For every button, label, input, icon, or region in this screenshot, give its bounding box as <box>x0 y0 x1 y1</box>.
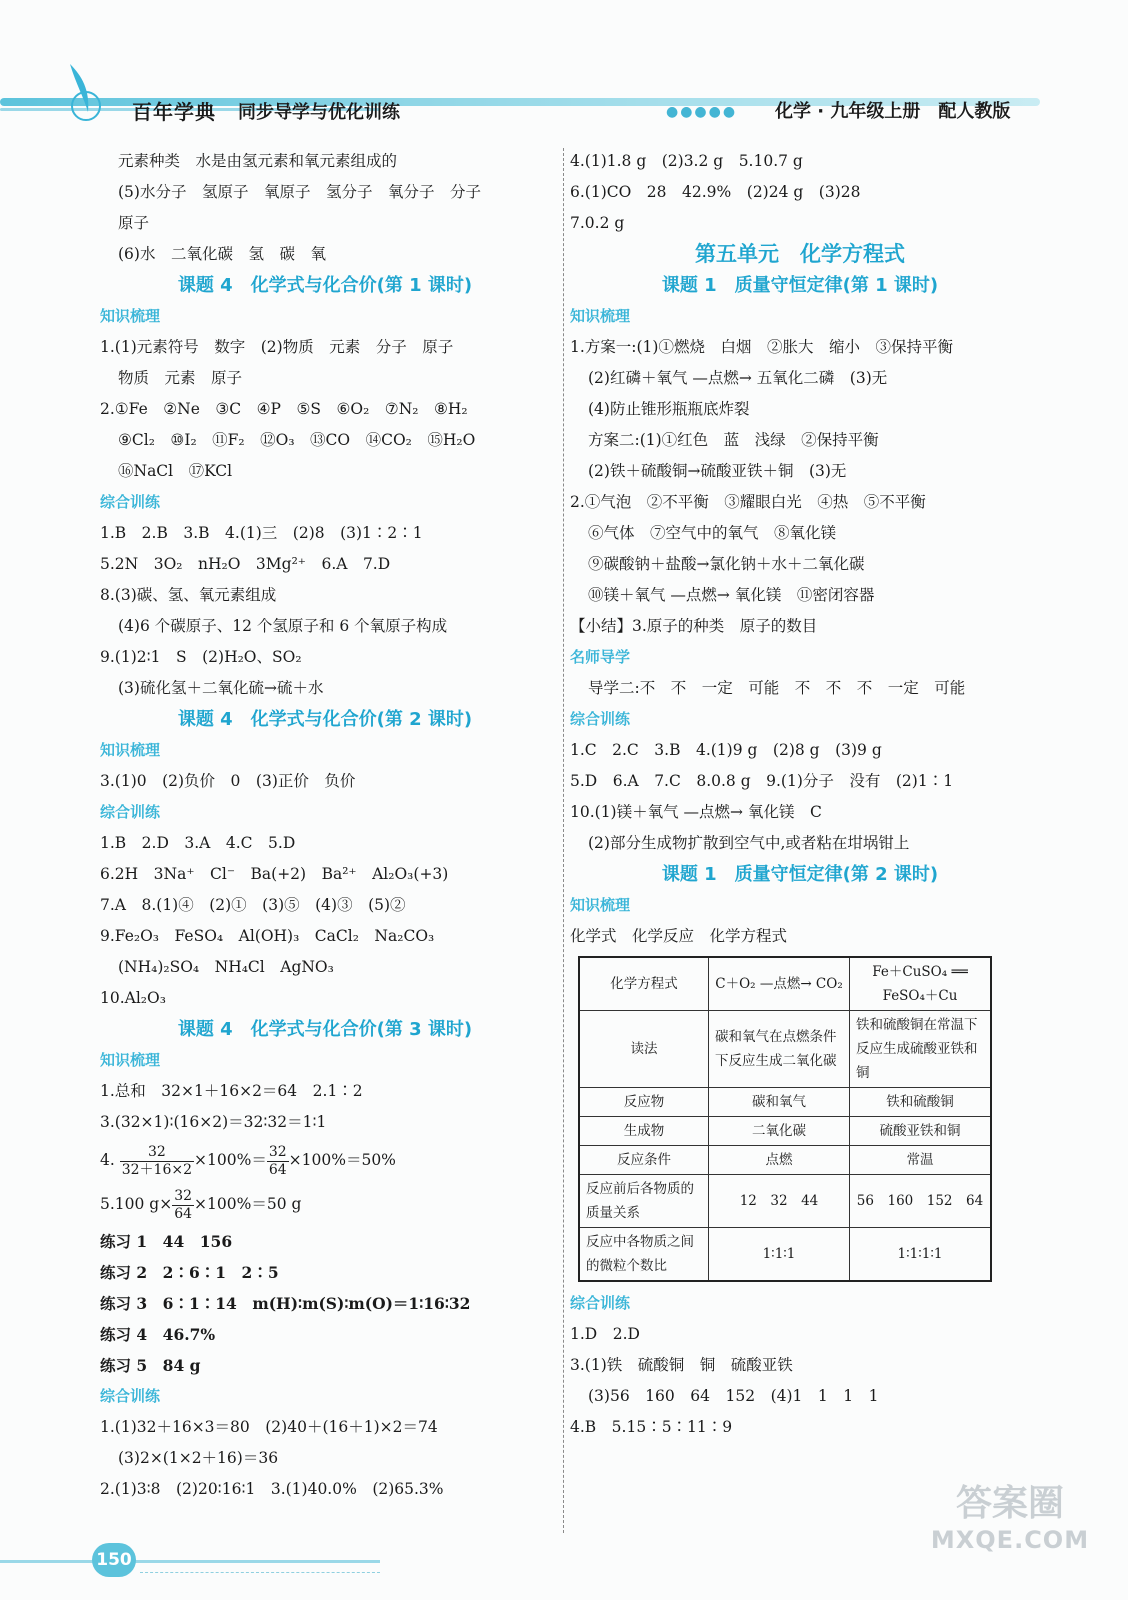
section-title: 课题 1 质量守恒定律(第 2 课时) <box>661 864 939 885</box>
text-line: 1.(1)32＋16×3＝80 (2)40＋(16＋1)×2＝74 <box>100 1418 438 1436</box>
text-line: 导学二:不 不 一定 可能 不 不 不 一定 可能 <box>588 679 966 697</box>
text-line: 6.(1)CO 28 42.9% (2)24 g (3)28 <box>570 183 861 201</box>
text-line: 6.2H 3Na⁺ Cl⁻ Ba(+2) Ba²⁺ Al₂O₃(+3) <box>100 865 449 883</box>
practice-line: 练习 5 84 g <box>100 1356 201 1375</box>
denominator: 64 <box>174 1205 193 1222</box>
subsection-label: 综合训练 <box>570 1294 631 1312</box>
subsection-label: 知识梳理 <box>570 896 631 914</box>
left-column <box>100 146 550 1505</box>
table-cell: 碳和氧气 <box>709 1088 850 1117</box>
subsection-label: 综合训练 <box>570 710 631 728</box>
table-cell: C＋O₂ —点燃→ CO₂ <box>709 957 850 1011</box>
text-line: 化学式 化学反应 化学方程式 <box>570 927 788 945</box>
text-line: (5)水分子 氢原子 氧原子 氢分子 氧分子 分子 <box>118 183 481 201</box>
watermark-url: MXQE.COM <box>930 1526 1090 1554</box>
text-line: 7.0.2 g <box>570 214 625 232</box>
table-cell: 反应物 <box>579 1088 709 1117</box>
text-line: 4.B 5.15∶5∶11∶9 <box>570 1418 733 1436</box>
text-line: (6)水 二氧化碳 氢 碳 氧 <box>118 245 326 263</box>
table-row <box>579 1088 991 1117</box>
equation-table <box>578 956 992 1282</box>
denominator: 32＋16×2 <box>121 1161 193 1178</box>
table-cell: 反应前后各物质的质量关系 <box>579 1175 709 1228</box>
brand-title: 百年学典 <box>132 100 216 124</box>
table-row <box>579 1228 991 1282</box>
text-line: (2)部分生成物扩散到空气中,或者粘在坩埚钳上 <box>588 834 910 852</box>
text-line: ⑩镁＋氧气 —点燃→ 氧化镁 ⑪密闭容器 <box>588 586 875 604</box>
text-line: 5.D 6.A 7.C 8.0.8 g 9.(1)分子 没有 (2)1∶1 <box>570 772 954 790</box>
text-line: 原子 <box>118 214 150 232</box>
text-line: 1.(1)元素符号 数字 (2)物质 元素 分子 原子 <box>100 338 454 356</box>
text-line: 2.(1)3∶8 (2)20∶16∶1 3.(1)40.0% (2)65.3% <box>100 1480 444 1498</box>
table-cell: 12 32 44 <box>709 1175 850 1228</box>
text-line: ⑥气体 ⑦空气中的氧气 ⑧氧化镁 <box>588 524 837 542</box>
book-subtitle: 同步导学与优化训练 <box>238 102 400 123</box>
practice-line: 练习 4 46.7% <box>100 1325 216 1344</box>
feather-logo-icon <box>62 62 114 122</box>
text-line: (NH₄)₂SO₄ NH₄Cl AgNO₃ <box>118 958 334 976</box>
text-line: 10.Al₂O₃ <box>100 989 166 1007</box>
subsection-label: 知识梳理 <box>100 1051 161 1069</box>
table-row <box>579 1117 991 1146</box>
text-line: 3.(1)铁 硫酸铜 铜 硫酸亚铁 <box>570 1356 793 1374</box>
watermark <box>930 1482 1090 1554</box>
formula-line <box>100 1182 550 1226</box>
text-line: 3.(1)0 (2)负价 0 (3)正价 负价 <box>100 772 356 790</box>
table-cell: 化学方程式 <box>579 957 709 1011</box>
text-line: (4)防止锥形瓶瓶底炸裂 <box>588 400 750 418</box>
text-line: 7.A 8.(1)④ (2)① (3)⑤ (4)③ (5)② <box>100 896 406 914</box>
subsection-label: 知识梳理 <box>570 307 631 325</box>
formula-prefix: 5.100 g× <box>100 1195 173 1213</box>
numerator: 32 <box>120 1144 194 1162</box>
numerator: 32 <box>268 1143 287 1160</box>
table-cell: 生成物 <box>579 1117 709 1146</box>
unit-title: 第五单元 化学方程式 <box>695 242 905 266</box>
subsection-label: 综合训练 <box>100 803 161 821</box>
text-line: (2)红磷＋氧气 —点燃→ 五氧化二磷 (3)无 <box>588 369 888 387</box>
text-line: 1.C 2.C 3.B 4.(1)9 g (2)8 g (3)9 g <box>570 741 882 759</box>
text-line: 元素种类 水是由氢元素和氧元素组成的 <box>118 152 398 170</box>
watermark-logo-text: 答案圈 <box>955 1483 1064 1524</box>
subject-grade: 化学 · 九年级上册 配人教版 <box>775 101 1011 122</box>
table-cell: Fe＋CuSO₄ ══ FeSO₄＋Cu <box>850 957 992 1011</box>
table-cell: 铁和硫酸铜 <box>850 1088 992 1117</box>
table-cell: 读法 <box>579 1011 709 1088</box>
subsection-label: 综合训练 <box>100 1387 161 1405</box>
text-line: (3)硫化氢＋二氧化硫→硫＋水 <box>118 679 324 697</box>
text-line: 10.(1)镁＋氧气 —点燃→ 氧化镁 C <box>570 803 822 821</box>
formula-text: ×100%＝50% <box>288 1151 396 1169</box>
fraction <box>120 1144 194 1179</box>
header-dots: ●●●●● <box>666 104 738 120</box>
text-line: 【小结】3.原子的种类 原子的数目 <box>570 617 818 635</box>
text-line: (2)铁＋硫酸铜→硫酸亚铁＋铜 (3)无 <box>588 462 847 480</box>
text-line: 1.总和 32×1＋16×2＝64 2.1∶2 <box>100 1082 363 1100</box>
table-cell: 二氧化碳 <box>709 1117 850 1146</box>
section-title: 课题 4 化学式与化合价(第 2 课时) <box>177 709 473 730</box>
table-cell: 反应条件 <box>579 1146 709 1175</box>
practice-line: 练习 2 2∶6∶1 2∶5 <box>100 1263 279 1282</box>
text-line: (4)6 个碳原子、12 个氢原子和 6 个氧原子构成 <box>118 617 448 635</box>
table-row <box>579 957 991 1011</box>
page-number: 150 <box>92 1543 136 1577</box>
section-title: 课题 1 质量守恒定律(第 1 课时) <box>661 275 939 296</box>
practice-line: 练习 1 44 156 <box>100 1232 233 1251</box>
text-line: 9.Fe₂O₃ FeSO₄ Al(OH)₃ CaCl₂ Na₂CO₃ <box>100 927 435 945</box>
column-divider <box>563 148 564 1533</box>
text-line: 8.(3)碳、氢、氧元素组成 <box>100 586 277 604</box>
text-line: ⑯NaCl ⑰KCl <box>118 462 233 480</box>
table-cell: 碳和氧气在点燃条件下反应生成二氧化碳 <box>709 1011 850 1088</box>
text-line: 1.B 2.B 3.B 4.(1)三 (2)8 (3)1∶2∶1 <box>100 524 423 542</box>
section-title: 课题 4 化学式与化合价(第 3 课时) <box>177 1019 473 1040</box>
formula-prefix: 4. <box>100 1151 115 1169</box>
text-line: (3)56 160 64 152 (4)1 1 1 1 <box>588 1387 879 1405</box>
subsection-label: 知识梳理 <box>100 741 161 759</box>
text-line: 2.①Fe ②Ne ③C ④P ⑤S ⑥O₂ ⑦N₂ ⑧H₂ <box>100 400 468 418</box>
denominator: 64 <box>268 1161 287 1178</box>
text-line: ⑨Cl₂ ⑩I₂ ⑪F₂ ⑫O₃ ⑬CO ⑭CO₂ ⑮H₂O <box>118 431 476 449</box>
table-row <box>579 1146 991 1175</box>
fraction <box>172 1188 194 1223</box>
table-cell: 常温 <box>850 1146 992 1175</box>
text-line: 1.B 2.D 3.A 4.C 5.D <box>100 834 296 852</box>
section-title: 课题 4 化学式与化合价(第 1 课时) <box>177 275 473 296</box>
text-line: 1.方案一:(1)①燃烧 白烟 ②胀大 缩小 ③保持平衡 <box>570 338 953 356</box>
subsection-label: 名师导学 <box>570 648 631 666</box>
text-line: (3)2×(1×2＋16)＝36 <box>118 1449 279 1467</box>
text-line: 9.(1)2∶1 S (2)H₂O、SO₂ <box>100 648 302 666</box>
text-line: 5.2N 3O₂ nH₂O 3Mg²⁺ 6.A 7.D <box>100 555 391 573</box>
table-cell: 反应中各物质之间的微粒个数比 <box>579 1228 709 1282</box>
fraction <box>267 1144 289 1179</box>
table-cell: 1∶1∶1∶1 <box>850 1228 992 1282</box>
subsection-label: 综合训练 <box>100 493 161 511</box>
page-header <box>0 60 1128 130</box>
footer-band <box>0 1560 380 1563</box>
text-line: 3.(32×1)∶(16×2)＝32∶32＝1∶1 <box>100 1113 327 1131</box>
table-row <box>579 1175 991 1228</box>
text-line: 4.(1)1.8 g (2)3.2 g 5.10.7 g <box>570 152 803 170</box>
table-cell: 点燃 <box>709 1146 850 1175</box>
formula-text: ×100%＝50 g <box>194 1195 302 1213</box>
text-line: ⑨碳酸钠＋盐酸→氯化钠＋水＋二氧化碳 <box>588 555 865 573</box>
table-cell: 56 160 152 64 <box>850 1175 992 1228</box>
table-cell: 1∶1∶1 <box>709 1228 850 1282</box>
table-cell: 铁和硫酸铜在常温下反应生成硫酸亚铁和铜 <box>850 1011 992 1088</box>
practice-line: 练习 3 6∶1∶14 m(H)∶m(S)∶m(O)＝1∶16∶32 <box>100 1294 471 1313</box>
footer-dashed-rule <box>140 1572 380 1573</box>
table-row <box>579 1011 991 1088</box>
text-line: 物质 元素 原子 <box>118 369 243 387</box>
formula-line <box>100 1138 550 1182</box>
numerator: 32 <box>174 1187 193 1204</box>
table-cell: 硫酸亚铁和铜 <box>850 1117 992 1146</box>
text-line: 2.①气泡 ②不平衡 ③耀眼白光 ④热 ⑤不平衡 <box>570 493 926 511</box>
formula-text: ×100%＝ <box>194 1151 267 1169</box>
subsection-label: 知识梳理 <box>100 307 161 325</box>
text-line: 1.D 2.D <box>570 1325 640 1343</box>
right-column <box>570 146 1030 1443</box>
text-line: 方案二:(1)①红色 蓝 浅绿 ②保持平衡 <box>588 431 879 449</box>
